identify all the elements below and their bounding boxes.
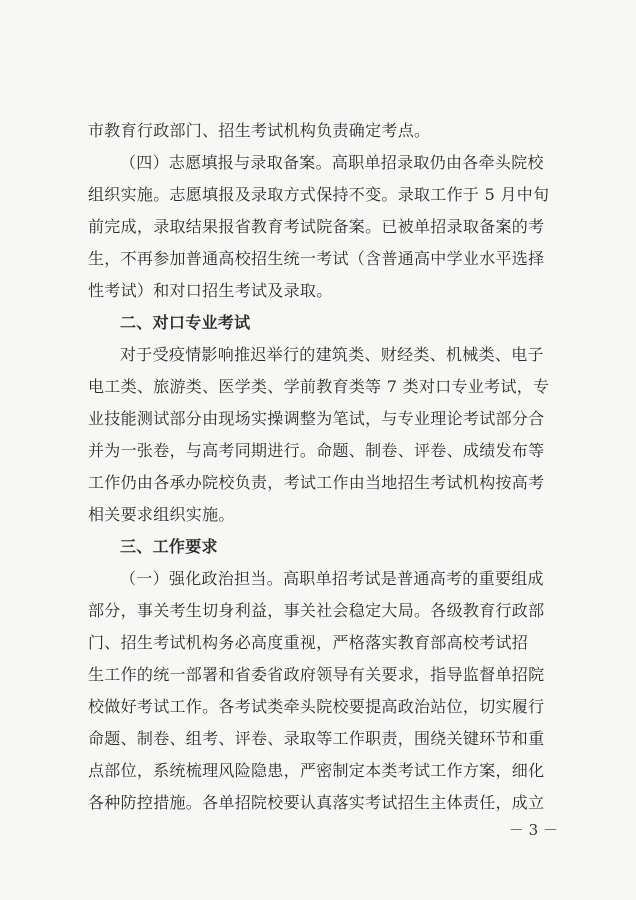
body-text-line: （一）强化政治担当。高职单招考试是普通高考的重要组成 bbox=[120, 569, 544, 588]
body-text-line: 相关要求组织实施。 bbox=[88, 505, 235, 524]
body-text-line: 组织实施。志愿填报及录取方式保持不变。录取工作于 5 月中旬 bbox=[88, 185, 550, 204]
section-heading: 二、对口专业考试 bbox=[120, 313, 251, 332]
page-number: － 3 － bbox=[508, 821, 558, 839]
section-heading: 三、工作要求 bbox=[120, 537, 218, 556]
body-text-line: 命题、制卷、组考、评卷、录取等工作职责，围绕关键环节和重 bbox=[88, 729, 545, 748]
body-text-line: 生工作的统一部署和省委省政府领导有关要求，指导监督单招院 bbox=[88, 665, 545, 684]
body-text-line: 前完成，录取结果报省教育考试院备案。已被单招录取备案的考 bbox=[88, 217, 545, 236]
body-text-line: 对于受疫情影响推迟举行的建筑类、财经类、机械类、电子 bbox=[120, 345, 544, 364]
body-text-line: 校做好考试工作。各考试类牵头院校要提高政治站位，切实履行 bbox=[88, 697, 545, 716]
body-text-line: 电工类、旅游类、医学类、学前教育类等 7 类对口专业考试，专 bbox=[88, 377, 550, 396]
body-text-line: 点部位，系统梳理风险隐患，严密制定本类考试工作方案，细化 bbox=[88, 761, 545, 780]
body-text-line: 市教育行政部门、招生考试机构负责确定考点。 bbox=[88, 121, 431, 140]
body-text-line: 并为一张卷，与高考同期进行。命题、制卷、评卷、成绩发布等 bbox=[88, 441, 545, 460]
body-text-line: 门、招生考试机构务必高度重视，严格落实教育部高校考试招 bbox=[88, 633, 529, 652]
body-text-line: （四）志愿填报与录取备案。高职单招录取仍由各牵头院校 bbox=[120, 153, 544, 172]
body-text-line: 各种防控措施。各单招院校要认真落实考试招生主体责任，成立 bbox=[88, 793, 545, 812]
body-text-line: 性考试）和对口招生考试及录取。 bbox=[88, 281, 333, 300]
body-text-line: 工作仍由各承办院校负责，考试工作由当地招生考试机构按高考 bbox=[88, 473, 545, 492]
body-text-line: 业技能测试部分由现场实操调整为笔试，与专业理论考试部分合 bbox=[88, 409, 545, 428]
body-text-line: 部分，事关考生切身利益，事关社会稳定大局。各级教育行政部 bbox=[88, 601, 545, 620]
body-text-line: 生，不再参加普通高校招生统一考试（含普通高中学业水平选择 bbox=[88, 249, 545, 268]
